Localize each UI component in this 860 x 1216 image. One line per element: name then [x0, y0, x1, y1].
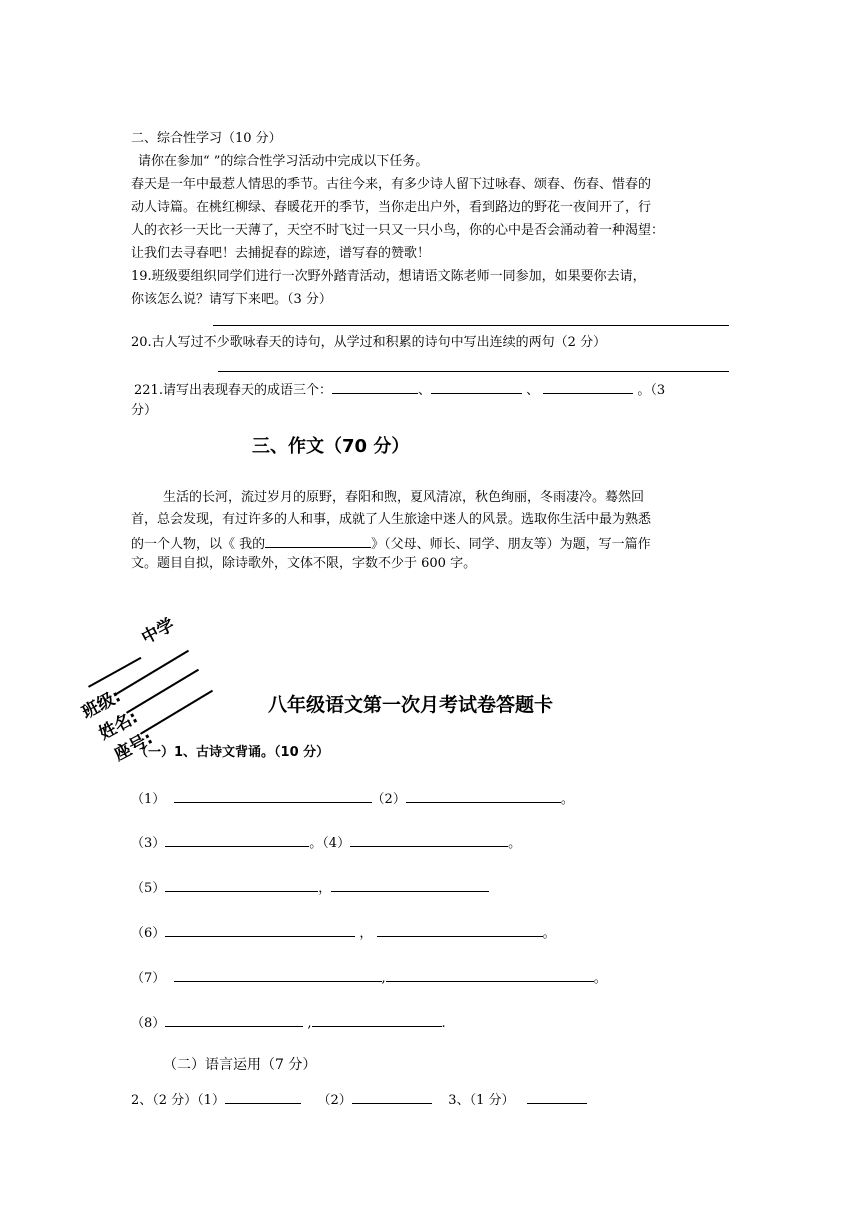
q3-blank[interactable]: [527, 1089, 587, 1104]
answer-line-20[interactable]: [218, 371, 729, 372]
school-label: 中学: [138, 614, 178, 649]
q2-blank-2[interactable]: [352, 1089, 432, 1104]
answer-blank-8[interactable]: [377, 922, 543, 937]
answer-line-19[interactable]: [213, 325, 729, 326]
section2-intro: 请你在参加“ ”的综合性学习活动中完成以下任务。: [138, 154, 429, 169]
question-20: 20.古人写过不少歌咏春天的诗句，从学过和积累的诗句中写出连续的两句（2 分）: [131, 335, 607, 350]
answer-row-2: （3） 。（4） 。: [131, 832, 521, 853]
section3-heading: 三、作文（70 分）: [252, 436, 410, 457]
answer-blank-4[interactable]: [350, 832, 508, 847]
answer-blank-10[interactable]: [386, 967, 594, 982]
idiom-blank-2[interactable]: [431, 379, 522, 394]
answer-blank-12[interactable]: [312, 1012, 442, 1027]
essay-prompt-line: 首，总会发现，有过许多的人和事，成就了人生旅途中迷人的风景。选取你生活中最为熟悉: [131, 512, 652, 527]
essay-title-blank[interactable]: [265, 533, 371, 548]
answer-blank-3[interactable]: [165, 832, 309, 847]
section2-passage-line: 动人诗篇。在桃红柳绿、春暖花开的季节，当你走出户外，看到路边的野花一夜间开了，行: [131, 200, 652, 215]
part1-heading: （一）1、古诗文背诵。（10 分）: [135, 745, 330, 760]
essay-prompt-line: 生活的长河，流过岁月的原野，春阳和煦，夏风清凉，秋色绚丽，冬雨凄冷。蓦然回: [163, 490, 645, 505]
question-21-line2: 分）: [131, 403, 158, 418]
part2-heading: （二）语言运用（7 分）: [163, 1057, 317, 1073]
section2-passage-line: 让我们去寻春吧！去捕捉春的踪迹，谱写春的赞歌！: [131, 246, 431, 261]
name-line[interactable]: [126, 669, 199, 714]
essay-prompt-line: 文。题目自拟，除诗歌外，文体不限，字数不少于 600 字。: [131, 556, 477, 571]
answer-row-1: （1） （2） 。: [131, 788, 574, 809]
question-21: 221.请写出表现春天的成语三个： 、 、 。（3: [134, 379, 665, 400]
answer-card-title: 八年级语文第一次月考试卷答题卡: [268, 694, 554, 716]
answer-blank-6[interactable]: [331, 877, 489, 892]
answer-blank-2[interactable]: [406, 788, 561, 803]
part2-answer-row: 2、（2 分）（1） （2） 3、（1 分）: [131, 1089, 587, 1110]
answer-blank-1[interactable]: [174, 788, 372, 803]
answer-row-4: （6） ， 。: [131, 922, 556, 943]
answer-blank-7[interactable]: [165, 922, 355, 937]
section2-passage-line: 春天是一年中最惹人情思的季节。古往今来，有多少诗人留下过咏春、颂春、伤春、惜春的: [131, 177, 652, 192]
essay-prompt-line: 的一个人物，以《 我的 》（父母、师长、同学、朋友等）为题，写一篇作: [131, 533, 651, 554]
question-19-line1: 19.班级要组织同学们进行一次野外踏青活动，想请语文陈老师一同参加，如果要你去请，: [131, 269, 646, 284]
section2-passage-line: 人的衣衫一天比一天薄了，天空不时飞过一只又一只小鸟，你的心中是否会涌动着一种渴望：: [131, 223, 665, 238]
idiom-blank-3[interactable]: [543, 379, 633, 394]
idiom-blank-1[interactable]: [332, 379, 418, 394]
q2-blank-1[interactable]: [225, 1089, 301, 1104]
answer-blank-5[interactable]: [165, 877, 318, 892]
answer-blank-9[interactable]: [174, 967, 382, 982]
answer-row-5: （7） , 。: [131, 967, 607, 988]
name-label: 姓名:: [95, 707, 142, 745]
class-line[interactable]: [116, 650, 189, 695]
class-label: 班级:: [78, 686, 125, 724]
answer-row-6: （8） , .: [131, 1012, 446, 1033]
question-19-line2: 你该怎么说？请写下来吧。（3 分）: [131, 292, 332, 307]
answer-row-3: （5） ，: [131, 877, 489, 898]
seat-label: 座号:: [110, 728, 157, 766]
section2-heading: 二、综合性学习（10 分）: [131, 131, 282, 146]
answer-blank-11[interactable]: [165, 1012, 303, 1027]
